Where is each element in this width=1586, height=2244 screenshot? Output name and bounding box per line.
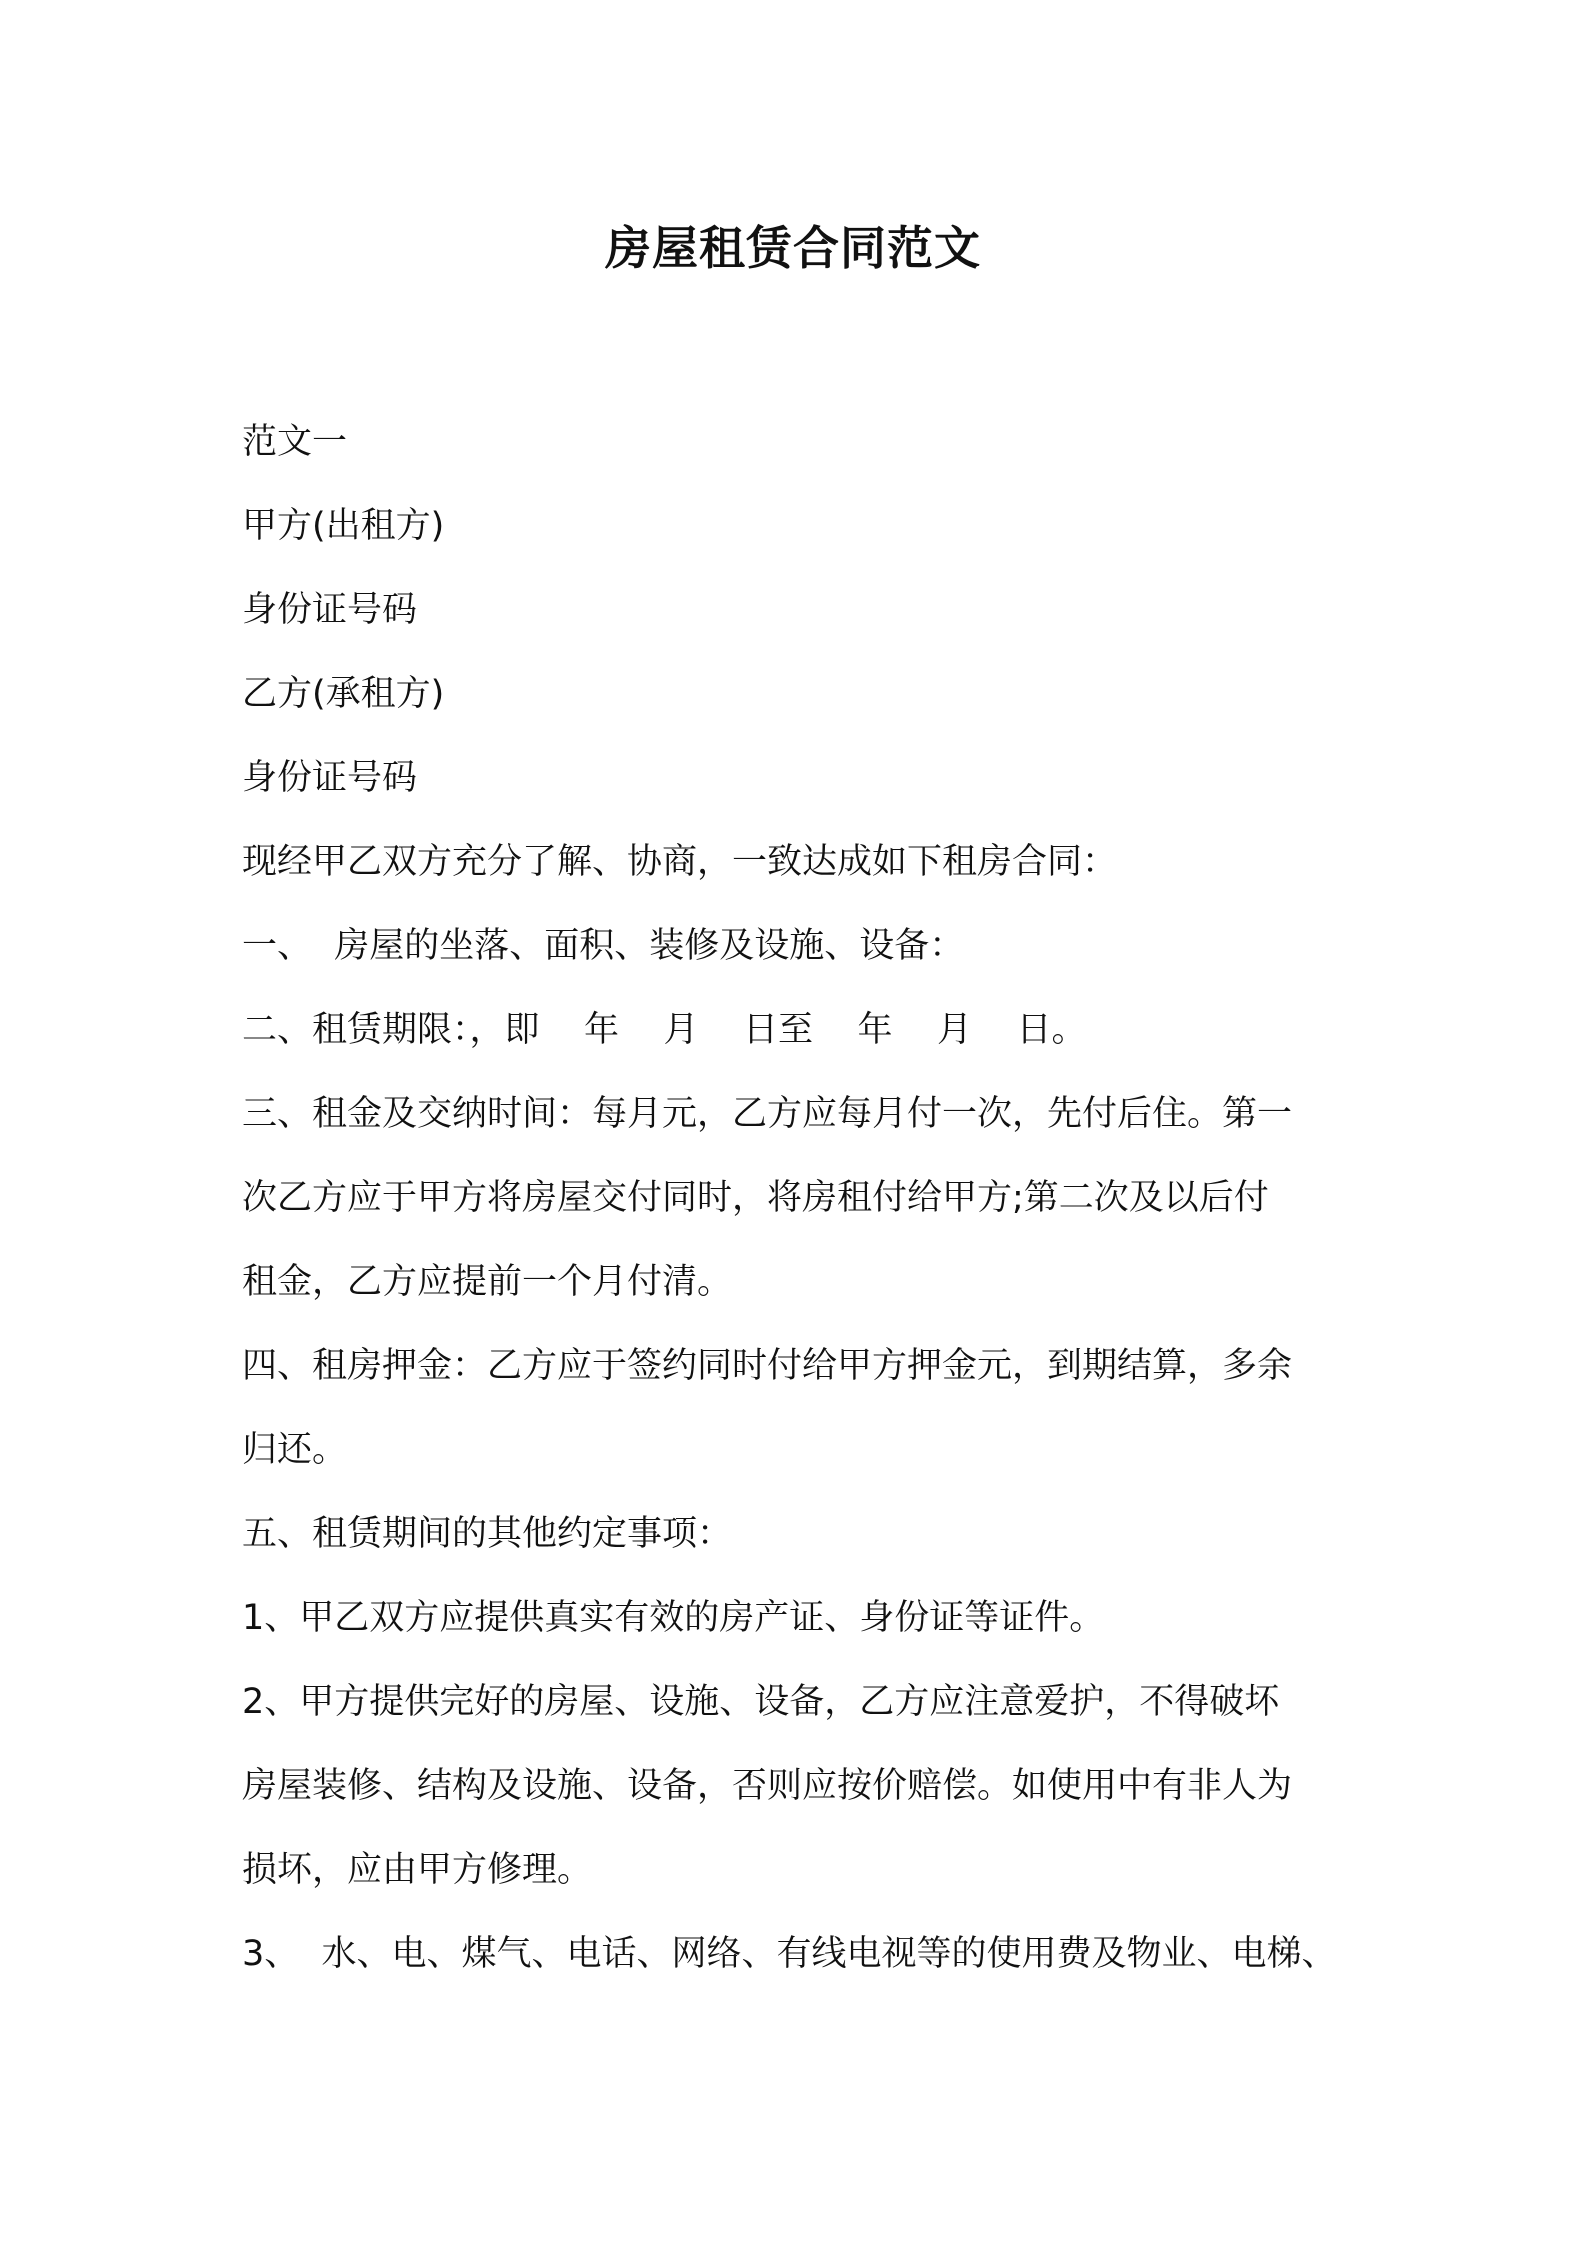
clause-2: 二、租赁期限：，即 年 月 日至 年 月 日。 xyxy=(242,1010,1087,1050)
item-2-line-1: 2、甲方提供完好的房屋、设施、设备，乙方应注意爱护，不得破坏 xyxy=(242,1682,1280,1722)
party-b-id-label: 身份证号码 xyxy=(242,758,418,798)
party-b-label: 乙方(承租方) xyxy=(242,674,445,714)
clause-3-line-2: 次乙方应于甲方将房屋交付同时，将房租付给甲方;第二次及以后付 xyxy=(242,1178,1269,1218)
item-3-line-1: 3、 水、电、煤气、电话、网络、有线电视等的使用费及物业、电梯、 xyxy=(242,1934,1337,1974)
document-title: 房屋租赁合同范文 xyxy=(605,221,981,275)
clause-4-line-1: 四、租房押金：乙方应于签约同时付给甲方押金元，到期结算，多余 xyxy=(242,1346,1293,1386)
party-a-label: 甲方(出租方) xyxy=(242,506,445,546)
clause-4-line-2: 归还。 xyxy=(242,1430,348,1470)
intro-paragraph: 现经甲乙双方充分了解、协商，一致达成如下租房合同： xyxy=(242,842,1118,882)
document-body xyxy=(242,400,1352,1996)
item-2-line-3: 损坏，应由甲方修理。 xyxy=(242,1850,593,1890)
clause-1: 一、 房屋的坐落、面积、装修及设施、设备： xyxy=(242,926,965,966)
clause-3-line-1: 三、租金及交纳时间：每月元，乙方应每月付一次，先付后住。第一 xyxy=(242,1094,1293,1134)
section-heading: 范文一 xyxy=(242,422,348,462)
clause-5-heading: 五、租赁期间的其他约定事项： xyxy=(242,1514,733,1554)
item-2-line-2: 房屋装修、结构及设施、设备，否则应按价赔偿。如使用中有非人为 xyxy=(242,1766,1293,1806)
party-a-id-label: 身份证号码 xyxy=(242,590,418,630)
clause-3-line-3: 租金，乙方应提前一个月付清。 xyxy=(242,1262,733,1302)
item-1: 1、甲乙双方应提供真实有效的房产证、身份证等证件。 xyxy=(242,1598,1105,1638)
